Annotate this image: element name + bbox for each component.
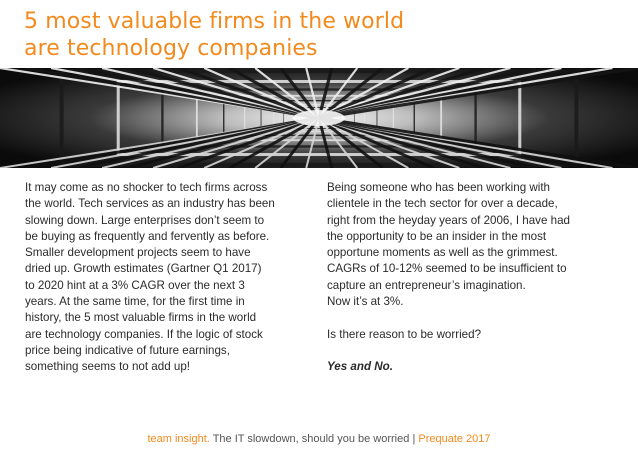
text-line: Being someone who has been working with — [327, 181, 550, 194]
text-line: clientele in the tech sector for over a decade, — [327, 197, 558, 211]
right-column-text — [327, 180, 617, 376]
footer-text: The IT slowdown, should you be worried — [212, 433, 410, 445]
text-line: something seems to not add up! — [25, 360, 190, 374]
title-line-1: 5 most valuable firms in the world — [24, 9, 405, 34]
footer — [0, 432, 638, 446]
page-title — [24, 8, 404, 62]
text-line: price being indicative of future earnings, — [25, 343, 230, 357]
answer-text: Yes and No. — [327, 360, 393, 374]
text-line: years. At the same time, for the first time in — [25, 295, 245, 309]
text-line: opportune moments as well as the grimmest. — [327, 246, 558, 260]
text-line: right from the heyday years of 2006, I have had — [327, 213, 570, 227]
text-line: dried up. Growth estimates (Gartner Q1 2017) — [25, 262, 262, 276]
footer-separator: | — [412, 433, 416, 445]
text-line: the opportunity to be an insider in the most — [327, 229, 547, 243]
footer-brand: team insight. — [147, 433, 210, 445]
text-line: CAGRs of 10-12% seemed to be insufficient to — [327, 262, 567, 276]
title-line-2: are technology companies — [24, 36, 318, 61]
banner-image — [0, 68, 638, 168]
text-line: to 2020 hint at a 3% CAGR over the next 3 — [25, 278, 245, 292]
text-line: slowing down. Large enterprises don’t seem to — [25, 213, 265, 227]
text-line: the world. Tech services as an industry has been — [25, 197, 275, 211]
text-line: Now it’s at 3%. — [327, 295, 404, 309]
text-line: be buying as frequently and fervently as before. — [25, 229, 270, 243]
question-text: Is there reason to be worried? — [327, 327, 482, 341]
text-line: Smaller development projects seem to have — [25, 246, 251, 260]
text-line: history, the 5 most valuable firms in the world — [25, 311, 257, 325]
corridor-photo — [0, 68, 638, 168]
text-line: capture an entrepreneur’s imagination. — [327, 278, 526, 292]
footer-tag: Prequate 2017 — [418, 433, 491, 445]
left-column-text — [25, 180, 310, 376]
text-line: It may come as no shocker to tech firms across — [25, 181, 268, 194]
text-line: are technology companies. If the logic of stock — [25, 327, 263, 341]
